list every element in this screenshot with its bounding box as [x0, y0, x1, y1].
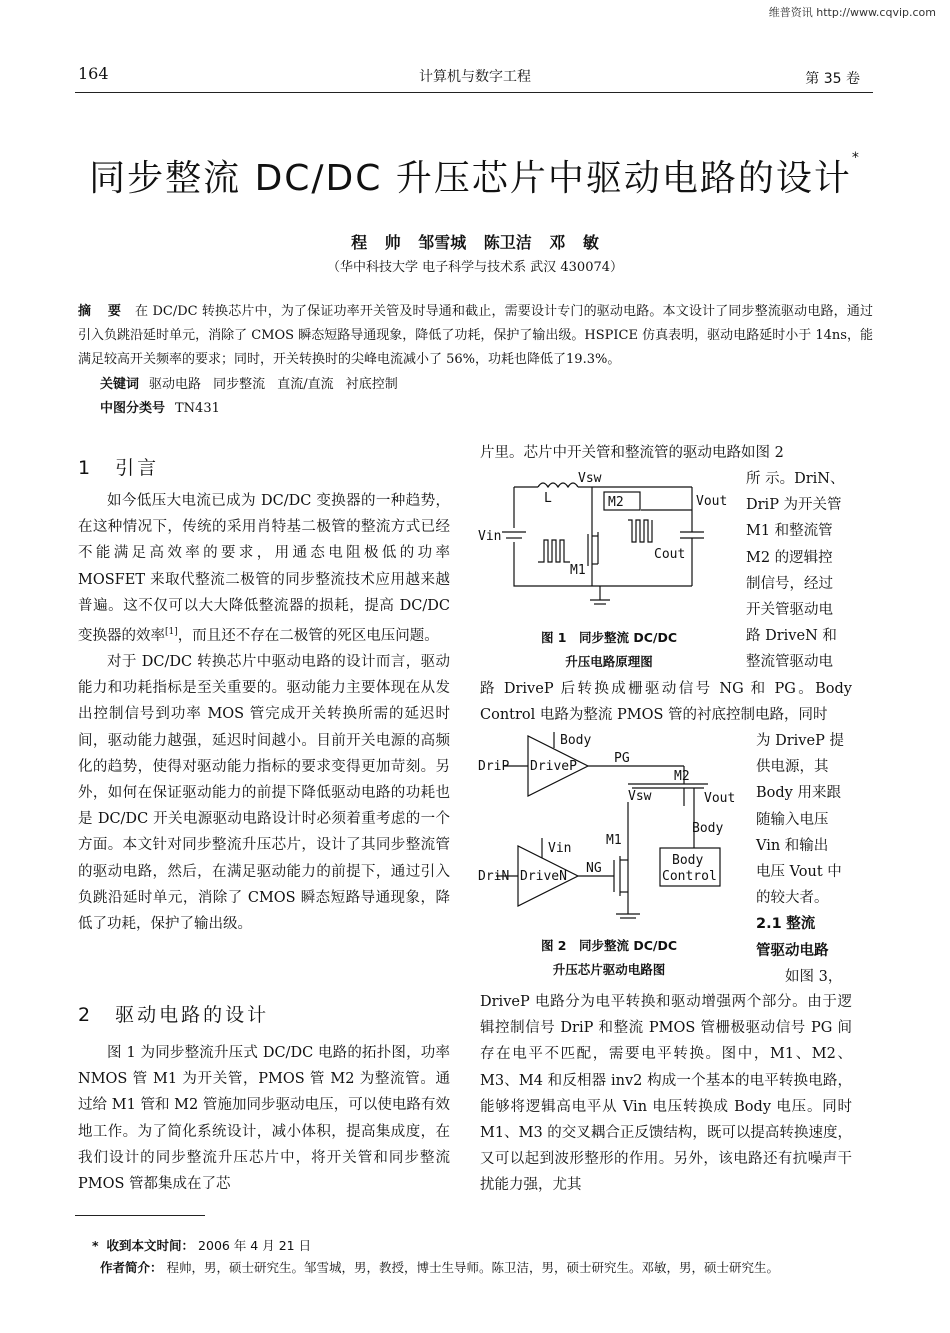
section1-heading: [78, 453, 159, 480]
section1-paragraph-2: 对于 DC/DC 转换芯片中驱动电路的设计而言，驱动能力和功耗指标是至关重要的。驱动能力主要体现在从发出控制信号到功率 MOS 管完成开关转换所需的延迟时间，驱动能力越强，延迟时间越小。目前开关电源的高频化的趋势，使得对驱动能力指标的要求变得更加苛刻。另外，如何在保证驱动能力的前提下降低驱动电路的功耗也是 DC/DC 开关电源驱动电路设计时必须着重考虑的一个方面。本文针对同步整流升压芯片，设计了其同步整流管的驱动电路，然后，在满足驱动能力的前提下，通过引入负跳沿延时单元，消除了 CMOS 瞬态短路导通现象，降低了功耗，保护了输出级。: [78, 654, 450, 933]
section2-body: [78, 1040, 450, 1197]
fig2-label-vsw: Vsw: [628, 789, 652, 804]
wrap2-line: 随输入电压: [756, 811, 829, 828]
abstract-label: 摘 要: [78, 304, 128, 319]
author-bio-label: 作者简介：: [100, 1260, 163, 1275]
section2-paragraph-1: 图 1 为同步整流升压式 DC/DC 电路的拓扑图，功率 NMOS 管 M1 为开关管，PMOS 管 M2 为整流管。通过给 M1 管和 M2 管施加同步驱动电压，可以使电路有效地工作。为了简化系统设计，减小体积，提高集成度，在我们设计的同步整流升压芯片中，将开关管和同步整流 PMOS 管都集成在了芯: [78, 1045, 450, 1193]
wrap2-line: Body 用来跟: [756, 785, 841, 802]
fig1-inductor: [538, 483, 578, 487]
fig2-label-vout: Vout: [704, 791, 736, 806]
wrap1-line: 路 DriveN 和: [746, 628, 837, 645]
fig1-wire: [514, 542, 600, 586]
header-rule: [75, 92, 873, 93]
figure1-diagram: [478, 470, 740, 620]
wrap1-line: 开关管驱动电: [746, 602, 833, 619]
right-col-wrap-text-2: [756, 728, 856, 990]
fig1-label-l: L: [544, 491, 552, 506]
fig1-gate-waveform-m1: [538, 540, 570, 562]
subsection-number: 2.1: [756, 916, 782, 933]
paper-title: [0, 150, 950, 201]
wrap1-line: 所 示。DriN、: [746, 471, 845, 487]
fig2-label-drivep: DriveP: [530, 759, 577, 774]
right-col-line-1: 片里。芯片中开关管和整流管的驱动电路如图 2: [480, 445, 784, 461]
fig2-label-m2: M2: [674, 769, 690, 784]
fig2-label-drip: DriP: [478, 759, 510, 774]
journal-name: 计算机与数字工程: [419, 69, 531, 85]
section2-number: 2: [78, 1004, 94, 1026]
section1-paragraph-1: [78, 488, 450, 649]
page-number: 164: [78, 64, 109, 83]
wrap1-line: 制信号，经过: [746, 575, 833, 592]
fig1-label-vsw: Vsw: [578, 471, 602, 486]
subsection-2-1-heading: [756, 911, 856, 937]
footnote-rule: [75, 1215, 205, 1216]
wrap3-line: 如图 3，: [785, 968, 843, 985]
wrap2-line: 为 DriveP 提: [756, 733, 844, 749]
figure1-caption-line-2: 升压电路原理图: [565, 654, 653, 669]
footnote-star: *: [92, 1238, 99, 1253]
fig1-label-m1: M1: [570, 563, 586, 578]
fig1-label-vout: Vout: [696, 494, 728, 509]
classification-label: 中图分类号: [100, 401, 166, 416]
classification: [100, 397, 220, 416]
section2-heading: [78, 1000, 269, 1027]
fig2-label-drin: DriN: [478, 869, 510, 884]
section1-p1-text-a: 如今低压大电流已成为 DC/DC 变换器的一种趋势，在这种情况下，传统的采用肖特基二极管的整流方式已经不能满足高效率的要求，用通态电阻极低的功率 MOSFET 来取代整流二极管的同步整流技术应用越来越普遍。这不仅可以大大降低整流器的损耗，提高 DC/DC 变换器的效率: [78, 493, 450, 644]
fig2-label-body-mid: Body: [692, 821, 724, 836]
figure1-caption: [478, 626, 740, 674]
wrap2-line: 供电源，其: [756, 759, 829, 776]
subsection-title-part-1: 整流: [786, 916, 816, 933]
fig2-label-m1: M1: [606, 833, 622, 848]
authors: 程 帅 邹雪城 陈卫洁 邓 敏: [351, 233, 599, 252]
wrap1-line: DriP 为开关管: [746, 497, 842, 514]
affiliation: （华中科技大学 电子科学与技术系 武汉 430074）: [326, 260, 624, 275]
footnote-received: [92, 1236, 311, 1254]
author-bio-text: 程帅，男，硕士研究生。邹雪城，男，教授，博士生导师。陈卫洁，男，硕士研究生。邓敏，男，硕士研究生。: [166, 1260, 780, 1275]
section1-body: [78, 488, 450, 937]
citation-1: [1]: [165, 627, 178, 638]
wrap2-line: 的较大者。: [756, 890, 829, 907]
section1-number: 1: [78, 457, 94, 479]
fig2-label-vin: Vin: [548, 841, 572, 856]
wrap1-line: M2 的逻辑控: [746, 549, 833, 566]
fig1-gate-waveform-m2: [628, 520, 652, 542]
fig2-label-pg: PG: [614, 751, 630, 766]
fig2-label-body-top: Body: [560, 733, 592, 748]
right-col-paragraph-end: DriveP 电路分为电平转换和驱动增强两个部分。由于逻辑控制信号 DriP 和整流 PMOS 管栅极驱动信号 PG 间存在电平不匹配，需要电平转换。图中，M1、M2、M3、M4 和反相器 inv2 构成一个基本的电平转换电路，能够将逻辑高电平从 Vin 电压转换成 Body 电压。同时 M1、M3 的交叉耦合正反馈结构，既可以提高转换速度，又可以起到波形整形的作用。另外，该电路还有抗噪声干扰能力强，尤其: [480, 994, 852, 1194]
subsection-title-part-2: 管驱动电路: [756, 942, 829, 959]
section1-p1-text-b: ，而且还不存在二极管的死区电压问题。: [177, 627, 439, 644]
fig2-label-ng: NG: [586, 861, 602, 876]
fig2-label-driven: DriveN: [520, 869, 567, 884]
section1-title: 引言: [115, 457, 160, 479]
wrap2-line: 电压 Vout 中: [756, 864, 842, 881]
wrap1-line: M1 和整流管: [746, 523, 833, 540]
volume-label: 第 35 卷: [805, 71, 860, 87]
wrap1-line: 整流管驱动电: [746, 654, 833, 671]
fig1-label-cout: Cout: [654, 547, 686, 562]
footnote-authors: [100, 1258, 880, 1276]
fig1-label-m2: M2: [608, 495, 624, 510]
right-col-paragraph-mid: 路 DriveP 后转换成栅驱动信号 NG 和 PG。Body Control 电路为整流 PMOS 管的衬底控制电路，同时: [480, 681, 852, 724]
keywords: [100, 373, 398, 392]
title-text: 同步整流 DC/DC 升压芯片中驱动电路的设计: [89, 158, 852, 199]
received-label: 收到本文时间：: [106, 1238, 195, 1253]
abstract-text: 在 DC/DC 转换芯片中，为了保证功率开关管及时导通和截止，需要设计专门的驱动电路。本文设计了同步整流驱动电路，通过引入负跳沿延时单元，消除了 CMOS 瞬态短路导通现象，降低了功耗，保护了输出级。HSPICE 仿真表明，驱动电路延时小于 14ns，能满足较高开关频率的要求；同时，开关转换时的尖峰电流减小了 56%，功耗也降低了19.3%。: [78, 304, 873, 367]
watermark-text: 维普资讯 http://www.cqvip.com: [768, 6, 936, 19]
figure2-diagram: [478, 728, 740, 930]
figure2-caption-line-1: 图 2 同步整流 DC/DC: [540, 938, 678, 953]
right-col-wrap-text-1: [746, 466, 858, 676]
classification-code: TN431: [175, 401, 220, 416]
keywords-text: 驱动电路 同步整流 直流/直流 衬底控制: [149, 377, 398, 392]
fig1-label-vin: Vin: [478, 529, 502, 544]
fig2-label-body-control-1: Body: [672, 853, 704, 868]
figure2-caption-line-2: 升压芯片驱动电路图: [552, 962, 666, 977]
figure1-caption-line-1: 图 1 同步整流 DC/DC: [540, 630, 678, 645]
abstract: [78, 300, 873, 372]
fig2-label-body-control-2: Control: [662, 869, 717, 884]
figure2-caption: [478, 934, 740, 982]
keywords-label: 关键词: [100, 377, 140, 392]
section2-title: 驱动电路的设计: [115, 1004, 270, 1026]
title-footnote-mark: *: [851, 150, 861, 166]
received-date: 2006 年 4 月 21 日: [198, 1238, 312, 1253]
wrap2-line: Vin 和输出: [756, 837, 829, 854]
